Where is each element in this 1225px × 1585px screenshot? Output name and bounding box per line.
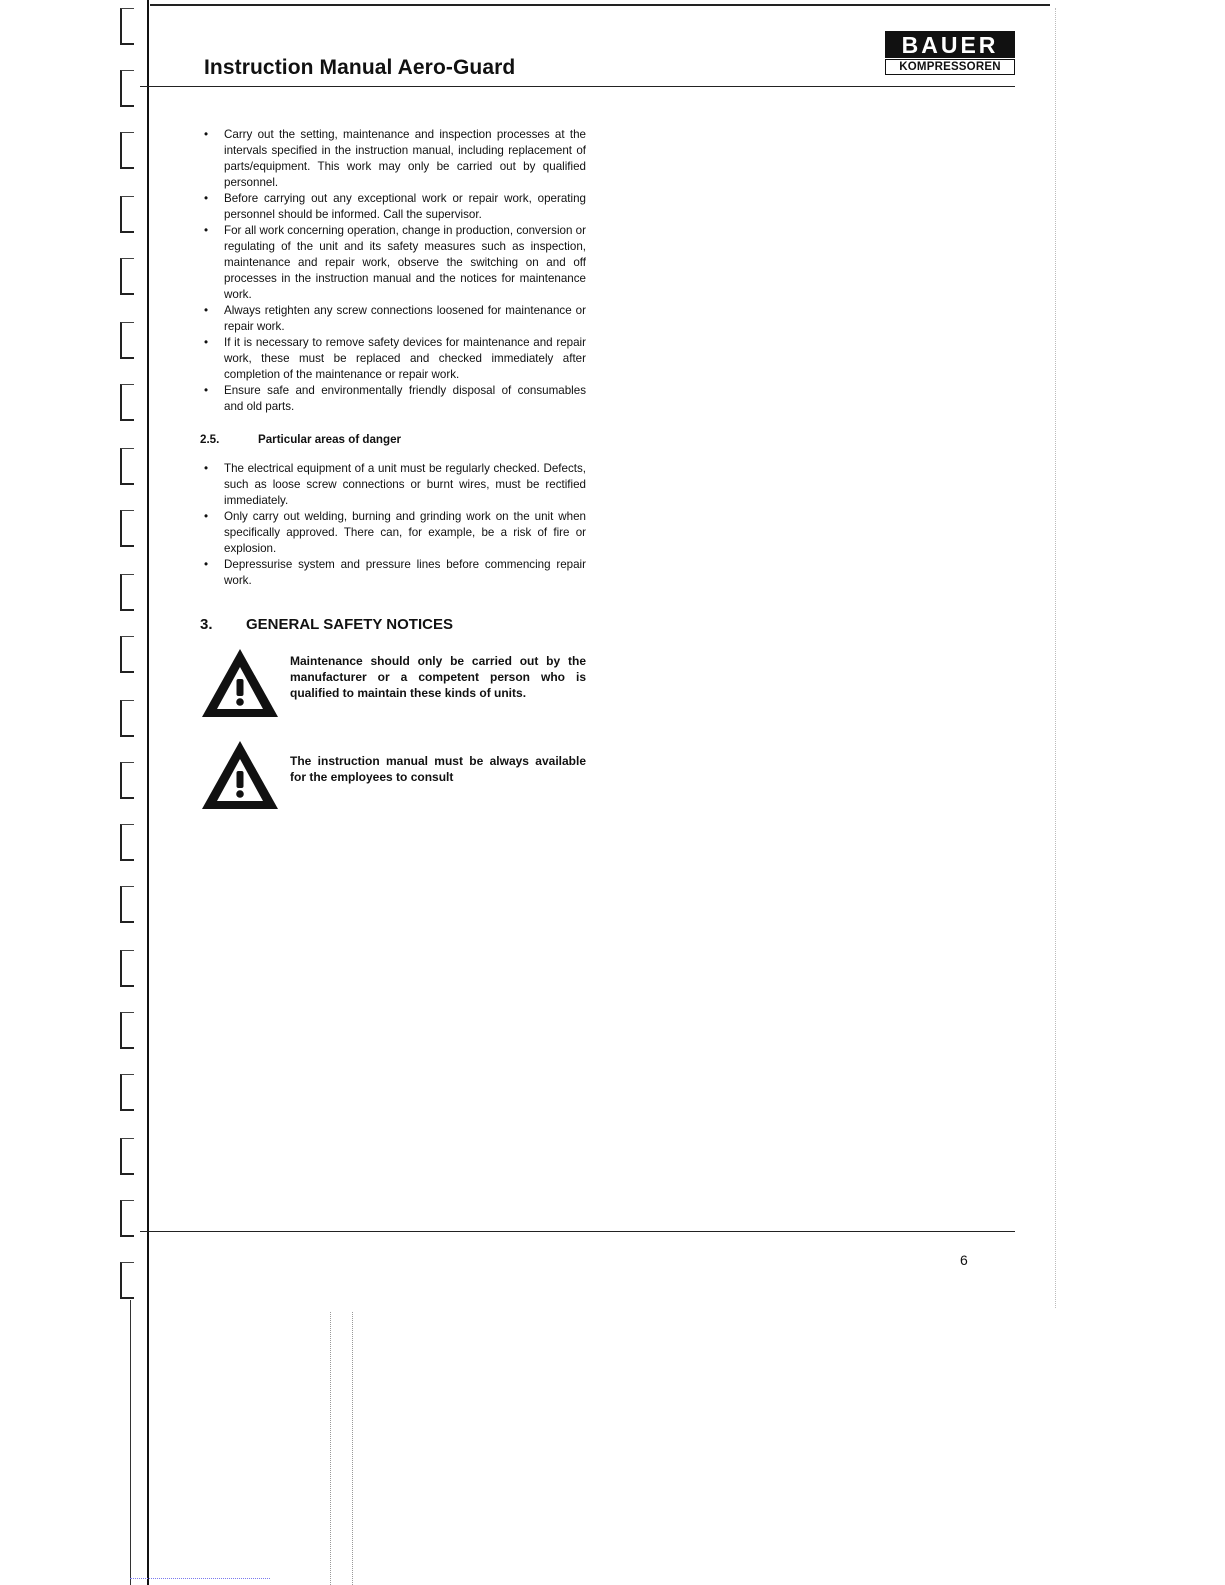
warning-notice: [200, 739, 586, 811]
binding-spine-inner: [130, 1300, 131, 1585]
binding-hole: [120, 448, 134, 485]
list-item: • For all work concerning operation, change in production, conversion or regulating of the unit and its safety measures such as inspection, maintenance and repair work, observe the switching on and off processes in the instruction manual and the notices for maintenance work.: [204, 224, 586, 301]
logo-wordmark: BAUER: [885, 31, 1015, 58]
main-content: [200, 127, 586, 831]
binding-hole: [120, 886, 134, 923]
binding-hole: [120, 950, 134, 987]
binding-hole: [120, 322, 134, 359]
warning-triangle-icon: [200, 647, 280, 719]
section-heading-2-5: [200, 432, 586, 448]
list-item-text: Before carrying out any exceptional work or repair work, operating personnel should be informed. Call the supervisor.: [224, 192, 586, 221]
binding-hole: [120, 384, 134, 421]
list-item: • Always retighten any screw connections loosened for maintenance or repair work.: [204, 304, 586, 333]
page-number: 6: [960, 1252, 968, 1268]
list-item-text: Always retighten any screw connections loosened for maintenance or repair work.: [224, 304, 586, 333]
binding-spine: [147, 0, 149, 1585]
list-item: • Depressurise system and pressure lines before commencing repair work.: [204, 558, 586, 587]
list-item-text: Only carry out welding, burning and grinding work on the unit when specifically approved. There can, for example, be a risk of fire or explosion.: [224, 510, 586, 555]
list-item-text: For all work concerning operation, change in production, conversion or regulating of the unit and its safety measures such as inspection, maintenance and repair work, observe the switching on and off processes in the instruction manual and the notices for maintenance work.: [224, 224, 586, 301]
binding-hole: [120, 132, 134, 169]
section-number: 3.: [200, 616, 213, 633]
list-item: • Before carrying out any exceptional work or repair work, operating personnel should be informed. Call the supervisor.: [204, 192, 586, 221]
page-edge: [1055, 8, 1056, 1308]
binding-hole: [120, 636, 134, 673]
list-item-text: Ensure safe and environmentally friendly disposal of consumables and old parts.: [224, 384, 586, 413]
bullet-list-maintenance: [200, 127, 586, 415]
scan-artifact-line: [130, 1578, 270, 1579]
document-title: Instruction Manual Aero-Guard: [204, 56, 516, 79]
binding-hole: [120, 8, 134, 45]
binding-hole: [120, 510, 134, 547]
scan-artifact-line: [330, 1312, 331, 1585]
list-item: • Only carry out welding, burning and grinding work on the unit when specifically approved. There can, for example, be a risk of fire or explosion.: [204, 510, 586, 555]
warning-text: Maintenance should only be carried out by the manufacturer or a competent person who is qualified to maintain these kinds of units.: [290, 654, 586, 700]
binding-hole: [120, 824, 134, 861]
bauer-logo: [885, 31, 1015, 75]
binding-hole: [120, 700, 134, 737]
list-item: • Ensure safe and environmentally friendly disposal of consumables and old parts.: [204, 384, 586, 413]
section-title: GENERAL SAFETY NOTICES: [246, 616, 453, 633]
section-title: Particular areas of danger: [258, 433, 402, 446]
header-rule: [140, 86, 1015, 87]
footer-rule: [140, 1231, 1015, 1232]
scan-artifact-line: [352, 1312, 353, 1585]
binding-hole: [120, 762, 134, 799]
warning-notice: [200, 647, 586, 719]
list-item: • Carry out the setting, maintenance and inspection processes at the intervals specified in the instruction manual, including replacement of parts/equipment. This work may only be carried out by qualified personnel.: [204, 128, 586, 189]
section-number: 2.5.: [200, 433, 220, 446]
warning-text: The instruction manual must be always available for the employees to consult: [290, 754, 586, 784]
scan-edge-line: [150, 4, 1050, 6]
binding-hole: [120, 70, 134, 107]
binding-hole: [120, 1138, 134, 1175]
section-heading-3: [200, 617, 586, 633]
list-item-text: Depressurise system and pressure lines before commencing repair work.: [224, 558, 586, 587]
binding-hole: [120, 1200, 134, 1237]
warning-triangle-icon: [200, 739, 280, 811]
bullet-list-danger: [200, 461, 586, 589]
list-item: • The electrical equipment of a unit must be regularly checked. Defects, such as loose screw connections or burnt wires, must be rectified immediately.: [204, 462, 586, 507]
list-item-text: The electrical equipment of a unit must be regularly checked. Defects, such as loose screw connections or burnt wires, must be rectified immediately.: [224, 462, 586, 507]
binding-hole: [120, 1012, 134, 1049]
binding-hole: [120, 1074, 134, 1111]
binding-hole: [120, 574, 134, 611]
list-item-text: Carry out the setting, maintenance and inspection processes at the intervals specified in the instruction manual, including replacement of parts/equipment. This work may only be carried out by qualified personnel.: [224, 128, 586, 189]
binding-hole: [120, 258, 134, 295]
binding-hole: [120, 196, 134, 233]
binding-hole: [120, 1262, 134, 1299]
logo-subtitle: KOMPRESSOREN: [885, 59, 1015, 75]
list-item: • If it is necessary to remove safety devices for maintenance and repair work, these must be replaced and checked immediately after completion of the maintenance or repair work.: [204, 336, 586, 381]
list-item-text: If it is necessary to remove safety devices for maintenance and repair work, these must be replaced and checked immediately after completion of the maintenance or repair work.: [224, 336, 586, 381]
